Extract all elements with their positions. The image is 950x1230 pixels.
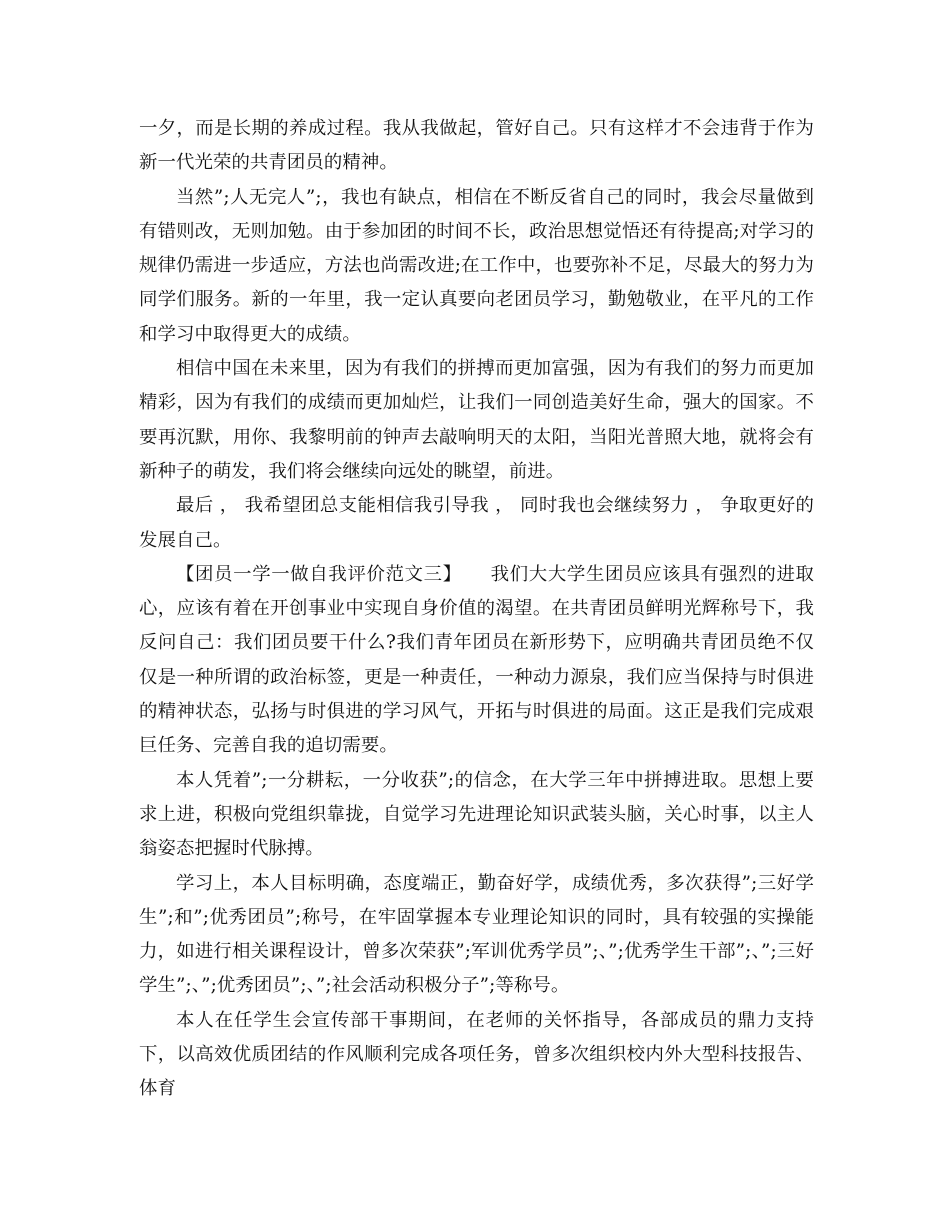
paragraph-future-china: 相信中国在未来里，因为有我们的拼搏而更加富强，因为有我们的努力而更加精彩，因为有我们的成绩而更加灿烂，让我们一同创造美好生命，强大的国家。不要再沉默，用你、我黎明前的钟声去敲响明天的太阳，当阳光普照大地，就将会有新种子的萌发，我们将会继续向远处的眺望，前进。 — [139, 358, 814, 482]
paragraph-continuation: 一夕，而是长期的养成过程。我从我做起，管好自己。只有这样才不会违背于作为新一代光荣的共青团员的精神。 — [139, 118, 814, 174]
paragraph-belief: 本人凭着”;一分耕耘，一分收获”;的信念，在大学三年中拼搏进取。思想上要求上进，积极向党组织靠拢，自觉学习先进理论知识武装头脑，关心时事，以主人翁姿态把握时代脉搏。 — [139, 769, 814, 860]
paragraph-sample-three: 【团员一学一做自我评价范文三】 我们大大学生团员应该具有强烈的进取心，应该有着在开创事业中实现自身价值的渴望。在共青团员鲜明光辉称号下，我反问自己：我们团员要干什么?我们青年团员在新形势下，应明确共青团员绝不仅仅是一种所谓的政治标签，更是一种责任，一种动力源泉，我们应当保持与时俱进的精神状态，弘扬与时俱进的学习风气，开拓与时俱进的局面。这正是我们完成艰巨任务、完善自我的追切需要。 — [139, 563, 814, 757]
paragraph-conclusion: 最后 ， 我希望团总支能相信我引导我 ， 同时我也会继续努力 ， 争取更好的发展自己。 — [139, 495, 814, 551]
paragraph-shortcomings: 当然”;人无完人”;，我也有缺点，相信在不断反省自己的同时，我会尽量做到有错则改，无则加勉。由于参加团的时间不长，政治思想觉悟还有待提高;对学习的规律仍需进一步适应，方法也尚需改进;在工作中，也要弥补不足，尽最大的努力为同学们服务。新的一年里，我一定认真要向老团员学习，勤勉敬业，在平凡的工作和学习中取得更大的成绩。 — [139, 186, 814, 345]
paragraph-study: 学习上，本人目标明确，态度端正，勤奋好学，成绩优秀，多次获得”;三好学生”;和”;优秀团员”;称号，在牢固掌握本专业理论知识的同时，具有较强的实操能力，如进行相关课程设计，曾多次荣获”;军训优秀学员”;、”;优秀学生干部”;、”;三好学生”;、”;优秀团员”;、”;社会活动积极分子”;等称号。 — [139, 872, 814, 997]
document-body — [139, 112, 814, 1107]
paragraph-student-union: 本人在任学生会宣传部干事期间，在老师的关怀指导，各部成员的鼎力支持下，以高效优质团结的作风顺利完成各项任务，曾多次组织校内外大型科技报告、体育 — [139, 1009, 814, 1100]
